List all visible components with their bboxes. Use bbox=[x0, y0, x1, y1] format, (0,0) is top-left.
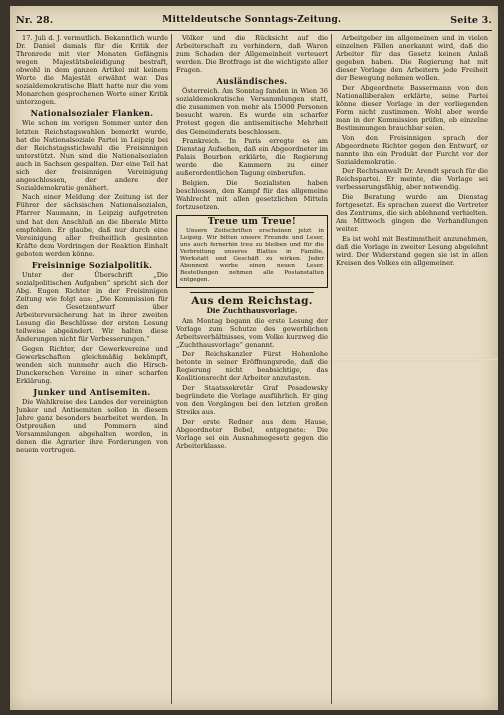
newspaper-title: Mitteldeutsche Sonntags-Zeitung. bbox=[162, 15, 342, 25]
page-number: Seite 3. bbox=[450, 14, 492, 26]
column-2 bbox=[176, 34, 328, 704]
paragraph: Arbeitgeber im allgemeinen und in vielen einzelnen Fällen anerkannt wird, daß die Arbeiter für das Gesetz keinen Anlaß gegeben haben. Die Regierung hat mit dieser Vorlage den Arbeitern jede Freiheit der Bewegung nehmen wollen. bbox=[336, 34, 488, 83]
separator-rule bbox=[190, 292, 314, 293]
column-3 bbox=[336, 34, 488, 704]
paragraph: Frankreich. In Paris erregte es am Dienstag Aufsehen, daß ein Abgeordneter im Palais Bourbon erklärte, die Regierung werde die Kammern zu einer außerordentlichen Tagung einberufen. bbox=[176, 137, 328, 178]
column-divider bbox=[331, 34, 332, 704]
paragraph: Der Abgeordnete Bassermann von den Nationalliberalen erklärte, seine Partei könne dieser Vorlage in der vorliegenden Form nicht zustimmen. Wohl aber werde man in der Kommission prüfen, ob einzelne Bestimmungen brauchbar seien. bbox=[336, 83, 488, 133]
column-divider bbox=[171, 34, 172, 704]
notice-box bbox=[176, 215, 328, 289]
column-1 bbox=[16, 34, 168, 704]
section-heading: Freisinnige Sozialpolitik. bbox=[31, 259, 153, 270]
paragraph: Von den Freisinnigen sprach der Abgeordnete Richter gegen den Entwurf, er nannte ihn ein Produkt der Furcht vor der Sozialdemokratie. bbox=[336, 133, 488, 166]
paragraph: 17. Juli d. J. vermutlich. Bekanntlich wurde Dr. Daniel damals für die Kritik der Thronrede mit vier Monaten Gefängnis wegen Majestätsbeleidigung bestraft, obwohl in dem ganzen Artikel mit keinem Worte die Majestät erwähnt war. Das sozialdemokratische Blatt hatte nur die vom Monarchen gesprochenen Worte einer Kritik unterzogen. bbox=[16, 34, 168, 107]
paragraph: Der Reichskanzler Fürst Hohenlohe betonte in seiner Eröffnungsrede, daß die Regierung nicht beabsichtige, das Koalitionsrecht der Arbeiter anzutasten. bbox=[176, 350, 328, 383]
paragraph: Gegen Richter, der Gewerkvereine und Gewerkschaften gleichmäßig bekämpft, wenden sich nunmehr auch die Hirsch-Dunckerschen Vereine in einer scharfen Erklärung. bbox=[16, 344, 168, 385]
paragraph: Unter der Überschrift „Die sozialpolitischen Aufgaben“ spricht sich der Abg. Eugen Richter in der Freisinnigen Zeitung wie folgt aus: „Die Kommission für den Gesetzentwurf über Arbeiterversicherung hat in ihrer zweiten Lesung die Beschlüsse der ersten Lesung teilweise abgeändert. Wir halten diese Änderungen nicht für Verbesserungen.“ bbox=[16, 270, 168, 344]
paragraph: Der erste Redner aus dem Hause, Abgeordneter Bebel, entgegnete: Die Vorlage sei ein Ausnahmegesetz gegen die Arbeiterklasse. bbox=[176, 417, 328, 450]
header-rule bbox=[16, 30, 492, 31]
section-subheading: Die Zuchthausvorlage. bbox=[206, 305, 298, 315]
paragraph: Nach einer Meldung der Zeitung ist der Führer der sächsischen Nationalsozialen, Pfarrer Naumann, in Leipzig aufgetreten und hat den Anschluß an die liberale Mitte empfohlen. Er glaube, daß nur durch eine Vereinigung aller freiheitlich gesinnten Kräfte dem Vordringen der Reaktion Einhalt geboten werden könne. bbox=[16, 193, 168, 258]
paragraph: Die Beratung wurde am Dienstag fortgesetzt. Es sprachen zuerst die Vertreter des Zentrums, die sich ablehnend verhielten. Am Mittwoch gingen die Verhandlungen weiter. bbox=[336, 192, 488, 234]
paragraph: Völker und die Rücksicht auf die Arbeiterschaft zu verhindern, daß Waren zum Schaden der Allgemeinheit verteuert werden. Die Brotfrage ist die wichtigste aller Fragen. bbox=[176, 34, 328, 75]
notice-title: Treue um Treue! bbox=[207, 216, 297, 227]
paragraph: Es ist wohl mit Bestimmtheit anzunehmen, daß die Vorlage in zweiter Lesung abgelehnt wird. Der Widerstand gegen sie ist in allen Kreisen des Volkes ein allgemeiner. bbox=[336, 234, 488, 267]
paragraph: Der Rechtsanwalt Dr. Arendt sprach für die Reichspartei. Er meinte, die Vorlage sei verbesserungsfähig, aber notwendig. bbox=[336, 167, 488, 192]
paragraph: Die Wahlkreise des Landes der vereinigten Junker und Antisemiten sollen in diesem Jahre ganz besonders bearbeitet werden. In Ostpreußen und Pommern sind Versammlungen abgehalten worden, in denen die Agrarier ihre Forderungen von neuem vortrugen. bbox=[16, 398, 168, 455]
section-heading: Ausländisches. bbox=[216, 76, 288, 87]
section-heading: Aus dem Reichstag. bbox=[191, 295, 313, 308]
notice-text: Unsere Zeitschriften erscheinen jetzt in Leipzig. Wir bitten unsere Freunde und Leser, uns auch fernerhin treu zu bleiben und für die Verbreitung unseres Blattes in Familie, Werkstatt und Geschäft zu wirken. Jeder Abonnent werbe einen neuen Leser. Bestellungen nehmen alle Postanstalten entgegen. bbox=[180, 227, 324, 283]
paragraph: Österreich. Am Sonntag fanden in Wien 36 sozialdemokratische Versammlungen statt, die zusammen von mehr als 15000 Personen besucht waren. Es wurde ein scharfer Protest gegen die antisemitische Mehrheit des Gemeinderats beschlossen. bbox=[176, 87, 328, 136]
paragraph: Wie schon im vorigen Sommer unter den letzten Reichstagswahlen bemerkt wurde, hat die Nationalsoziale Partei in Leipzig bei der Reichstagsstichwahl die Freisinnigen unterstützt. Nun sind die Nationalsozialen auch in Sachsen gespalten. Der eine Teil hat sich der freisinnigen Vereinigung angeschlossen, der andere der Sozialdemokratie genähert. bbox=[16, 119, 168, 192]
page-header bbox=[16, 12, 492, 28]
issue-number: Nr. 28. bbox=[16, 14, 54, 26]
paragraph: Am Montag begann die erste Lesung der Vorlage zum Schutze des gewerblichen Arbeitsverhältnisses, vom Volke kurzweg die „Zuchthausvorlage“ genannt. bbox=[176, 316, 328, 349]
paragraph: Belgien. Die Sozialisten haben beschlossen, den Kampf für das allgemeine Wahlrecht mit allen gesetzlichen Mitteln fortzusetzen. bbox=[176, 178, 328, 211]
section-heading: Nationalsozialer Flanken. bbox=[30, 108, 154, 119]
newspaper-page bbox=[10, 6, 498, 710]
paragraph: Der Staatssekretär Graf Posadowsky begründete die Vorlage ausführlich. Er ging von den Vorgängen bei den letzten großen Streiks aus. bbox=[176, 383, 328, 417]
section-heading: Junker und Antisemiten. bbox=[33, 386, 151, 397]
